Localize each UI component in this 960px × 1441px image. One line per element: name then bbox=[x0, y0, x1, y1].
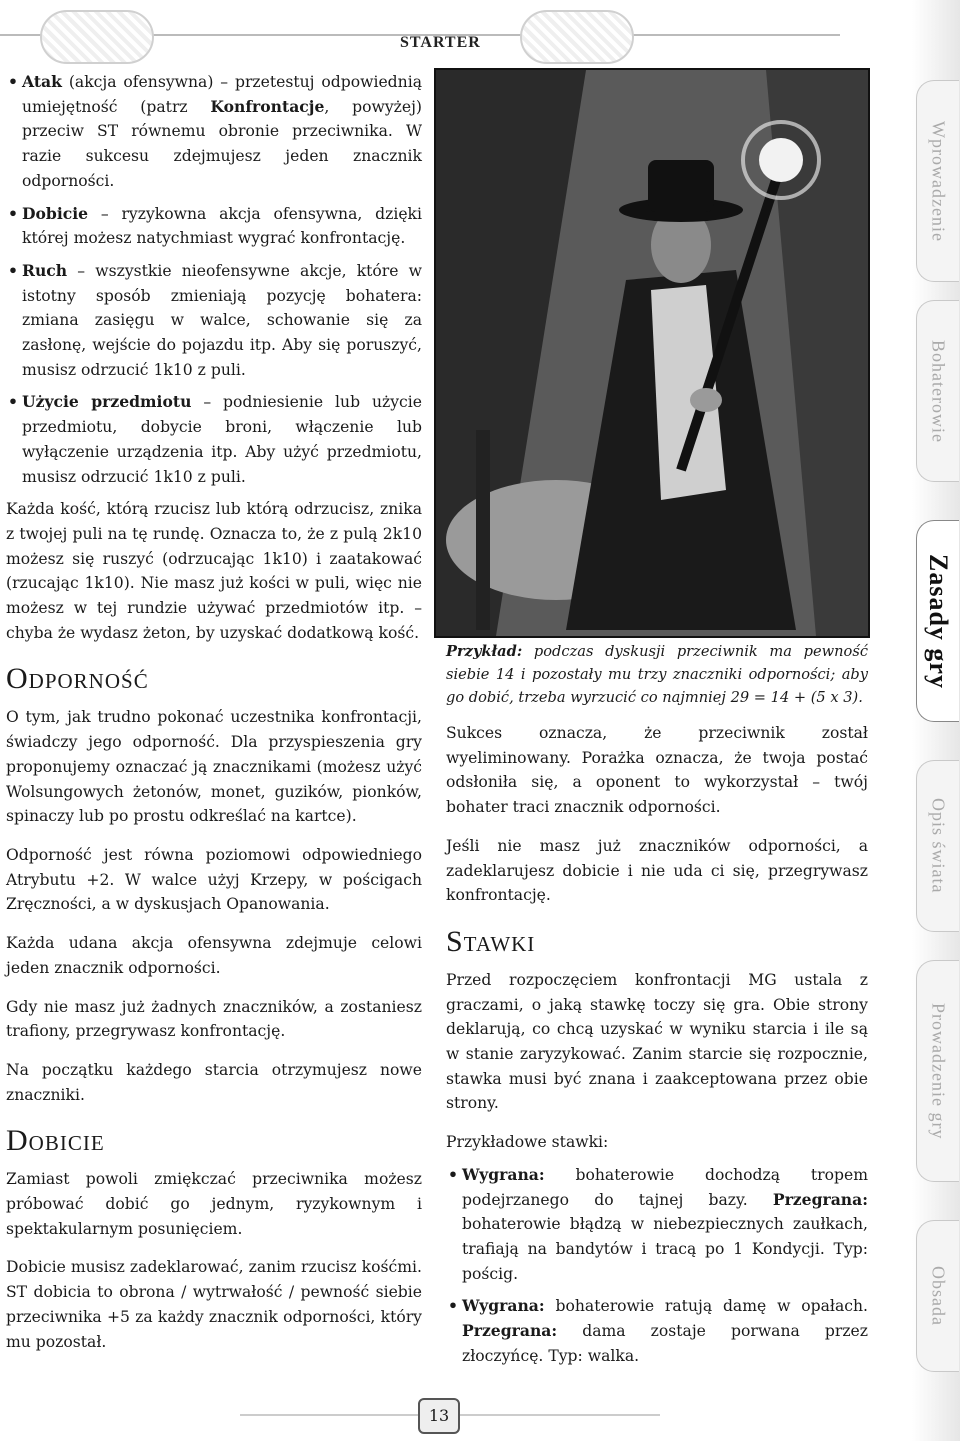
paragraph: Przed rozpoczęciem konfrontacji MG ustala z graczami, o jaką stawkę toczy się gra. Obie strony deklarują, co chcą uzyskać w wyniku starcia i ile są w stanie zaryzykować. Zanim starcie się rozpocznie, stawka musi być znana i zaakceptowana przez obie strony. bbox=[446, 970, 868, 1113]
action-text: – podniesienie lub użycie przedmiotu, dobycie broni, włączenie lub wyłączenie urządzenia itp. Aby użyć przedmiotu, musisz odrzucić 1k10 z puli. bbox=[22, 393, 423, 486]
right-column bbox=[446, 640, 868, 1376]
list-item bbox=[6, 390, 422, 489]
list-item bbox=[6, 202, 422, 251]
paragraph: Odporność jest równa poziomowi odpowiedniego Atrybutu +2. W walce użyj Krzepy, w pościgach Zręczności, a w dyskusjach Opanowania. bbox=[6, 845, 422, 914]
paragraph: Przykładowe stawki: bbox=[446, 1133, 609, 1152]
lose-label: Przegrana: bbox=[772, 1189, 868, 1209]
paragraph: Zamiast powoli zmiękczać przeciwnika możesz próbować dobić go jednym, ryzykownym i spektakularnym posunięciem. bbox=[6, 1170, 422, 1238]
paragraph: Każda kość, którą rzucisz lub którą odrzucisz, znika z twojej puli na tę rundę. Oznacza to, że z pulą 2k10 możesz się ruszyć (odrzucając 1k10) i zaatakować (rzucając 1k10). Nie masz już kości w puli, więc nie możesz w tej rundzie używać przedmiotów itp. – chyba że wydasz żeton, by uzyskać dodatkową kość. bbox=[6, 500, 422, 642]
action-text: (akcja ofensywna) – przetestuj odpowiednią umiejętność (patrz bbox=[22, 73, 422, 116]
lose-label: Przegrana: bbox=[462, 1321, 558, 1341]
action-text: – ryzykowna akcja ofensywna, dzięki której możesz natychmiast wygrać konfrontację. bbox=[22, 204, 422, 248]
chapter-tabs bbox=[912, 0, 960, 1441]
tab-obsada[interactable] bbox=[916, 1220, 959, 1372]
tab-prowadzenie-gry[interactable] bbox=[916, 960, 959, 1182]
paragraph: Sukces oznacza, że przeciwnik został wyeliminowany. Porażka oznacza, że twoja postać odsłoniła się, a oponent to wykorzystał – twój bohater traci znacznik odporności. bbox=[446, 724, 868, 817]
tab-label: Prowadzenie gry bbox=[928, 1002, 949, 1140]
tab-label: Bohaterowie bbox=[928, 339, 949, 443]
paragraph: Każda udana akcja ofensywna zdejmuje celowi jeden znacznik odporności. bbox=[6, 934, 422, 977]
paragraph: Jeśli nie masz już znaczników odporności, a zadeklarujesz dobicie i nie uda ci się, przegrywasz konfrontację. bbox=[446, 836, 868, 905]
paragraph: O tym, jak trudno pokonać uczestnika konfrontacji, świadczy jego odporność. Dla przyspieszenia gry proponujemy oznaczać ją znacznikami (możesz użyć Wolsungowych żetonów, monet, guzików, pionków, spinaczy lub po prostu odkreślać na kartce). bbox=[6, 708, 422, 826]
list-item bbox=[6, 259, 422, 383]
left-column bbox=[6, 70, 422, 1368]
action-term: Ruch bbox=[22, 260, 68, 280]
example-text: podczas dyskusji przeciwnik ma pewność siebie 14 i pozostały mu trzy znaczniki odporności; aby go dobić, trzeba wyrzucić co najmniej 29 = 14 + (5 x 3). bbox=[446, 643, 868, 706]
action-text: – wszystkie nieofensywne akcje, które w istotny sposób zmieniają pozycję bohatera: zmiana zasięgu w walce, schowanie się za zasłonę, wejście do pojazdu itp. Aby się poruszyć, musisz odrzucić 1k10 z puli. bbox=[22, 261, 422, 379]
tab-label: Wprowadzenie bbox=[928, 120, 949, 242]
list-item bbox=[446, 1294, 868, 1368]
list-item bbox=[446, 1163, 868, 1287]
tab-wprowadzenie[interactable] bbox=[916, 80, 959, 282]
win-text: bohaterowie ratują damę w opałach. bbox=[544, 1297, 868, 1316]
illustration bbox=[434, 68, 870, 638]
action-text: , powyżej) przeciw ST równemu obronie przeciwnika. W razie sukcesu zdejmujesz jeden znacznik odporności. bbox=[22, 97, 422, 190]
header-ornament-right bbox=[520, 10, 634, 64]
tab-zasady-gry[interactable] bbox=[916, 520, 959, 722]
action-term: Użycie przedmiotu bbox=[22, 392, 192, 412]
list-item bbox=[6, 70, 422, 194]
header-ornament-left bbox=[40, 10, 154, 64]
section-heading-odpornosc: Odporność bbox=[6, 662, 149, 696]
win-label: Wygrana: bbox=[462, 1164, 545, 1184]
tab-label: Opis świata bbox=[928, 798, 949, 894]
detective-illustration bbox=[436, 70, 868, 636]
action-reference: Konfrontacje bbox=[210, 96, 325, 116]
example-label: Przykład: bbox=[446, 643, 523, 660]
win-text: bohaterowie dochodzą tropem podejrzanego do tajnej bazy. bbox=[462, 1165, 868, 1209]
example-box bbox=[446, 640, 868, 709]
tab-label: Obsada bbox=[928, 1266, 949, 1326]
paragraph: Na początku każdego starcia otrzymujesz nowe znaczniki. bbox=[6, 1060, 422, 1104]
tab-opis-swiata[interactable] bbox=[916, 760, 959, 932]
page-header bbox=[0, 0, 900, 70]
stakes-list bbox=[446, 1163, 868, 1369]
section-heading-dobicie: Dobicie bbox=[6, 1124, 105, 1158]
paragraph: Gdy nie masz już żadnych znaczników, a zostaniesz trafiony, przegrywasz konfrontację. bbox=[6, 997, 422, 1041]
lose-text: bohaterowie błądzą w niebezpiecznych zaułkach, trafiają na bandytów i tracą po 1 Kondycji. Typ: pościg. bbox=[462, 1215, 868, 1283]
paragraph: Dobicie musisz zadeklarować, zanim rzucisz kośćmi. ST dobicia to obrona / wytrwałość / pewność siebie przeciwnika +5 za każdy znacznik odporności, który mu pozostał. bbox=[6, 1258, 422, 1351]
win-label: Wygrana: bbox=[462, 1296, 545, 1316]
header-title: STARTER bbox=[400, 34, 481, 51]
section-heading-stawki: Stawki bbox=[446, 924, 536, 958]
lose-text: dama zostaje porwana przez złoczyńcę. Typ: walka. bbox=[462, 1322, 868, 1365]
action-list bbox=[6, 70, 422, 489]
page-number: 13 bbox=[418, 1398, 460, 1434]
tab-label: Zasady gry bbox=[924, 553, 953, 689]
action-term: Dobicie bbox=[22, 203, 89, 223]
action-term: Atak bbox=[22, 72, 62, 91]
tab-bohaterowie[interactable] bbox=[916, 300, 959, 482]
